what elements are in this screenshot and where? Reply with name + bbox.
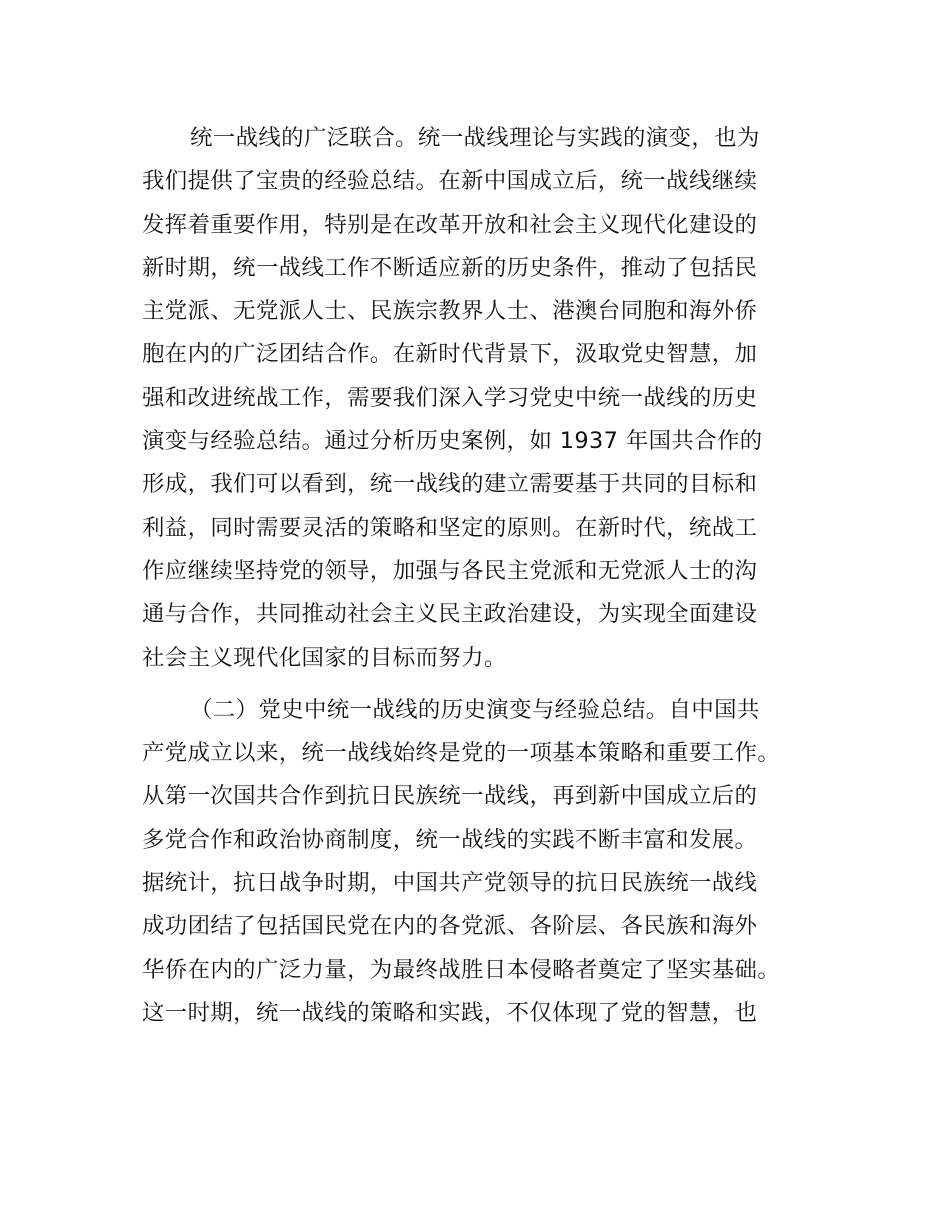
text-line: 形成，我们可以看到，统一战线的建立需要基于共同的目标和 (142, 471, 758, 498)
text-line: （二）党史中统一战线的历史演变与经验总结。自中国共 (190, 696, 760, 723)
text-line: 这一时期，统一战线的策略和实践，不仅体现了党的智慧，也 (142, 999, 758, 1026)
text-line: 演变与经验总结。通过分析历史案例，如 1937 年国共合作的 (142, 428, 763, 455)
text-line: 发挥着重要作用，特别是在改革开放和社会主义现代化建设的 (142, 211, 758, 238)
text-line: 华侨在内的广泛力量，为最终战胜日本侵略者奠定了坚实基础。 (142, 956, 781, 983)
text-line: 产党成立以来，统一战线始终是党的一项基本策略和重要工作。 (142, 740, 781, 767)
text-line: 通与合作，共同推动社会主义民主政治建设，为实现全面建设 (142, 601, 758, 628)
text-line: 强和改进统战工作，需要我们深入学习党史中统一战线的历史 (142, 384, 758, 411)
paragraph-2 (142, 689, 820, 1035)
text-line: 从第一次国共合作到抗日民族统一战线，再到新中国成立后的 (142, 783, 758, 810)
text-line: 胞在内的广泛团结合作。在新时代背景下，汲取党史智慧，加 (142, 341, 758, 368)
text-line: 新时期，统一战线工作不断适应新的历史条件，推动了包括民 (142, 254, 758, 281)
text-line: 社会主义现代化国家的目标而努力。 (142, 644, 507, 671)
text-line: 统一战线的广泛联合。统一战线理论与实践的演变，也为 (190, 125, 760, 151)
text-line: 我们提供了宝贵的经验总结。在新中国成立后，统一战线继续 (142, 168, 758, 195)
body-text (142, 117, 820, 1035)
paragraph-1 (142, 117, 820, 680)
paragraph-spacing (142, 680, 820, 689)
text-line: 多党合作和政治协商制度，统一战线的实践不断丰富和发展。 (142, 826, 758, 853)
text-line: 据统计，抗日战争时期，中国共产党领导的抗日民族统一战线 (142, 870, 758, 897)
text-line: 成功团结了包括国民党在内的各党派、各阶层、各民族和海外 (142, 913, 758, 940)
text-line: 利益，同时需要灵活的策略和坚定的原则。在新时代，统战工 (142, 514, 758, 541)
text-line: 主党派、无党派人士、民族宗教界人士、港澳台同胞和海外侨 (142, 298, 758, 325)
text-line: 作应继续坚持党的领导，加强与各民主党派和无党派人士的沟 (142, 557, 758, 584)
